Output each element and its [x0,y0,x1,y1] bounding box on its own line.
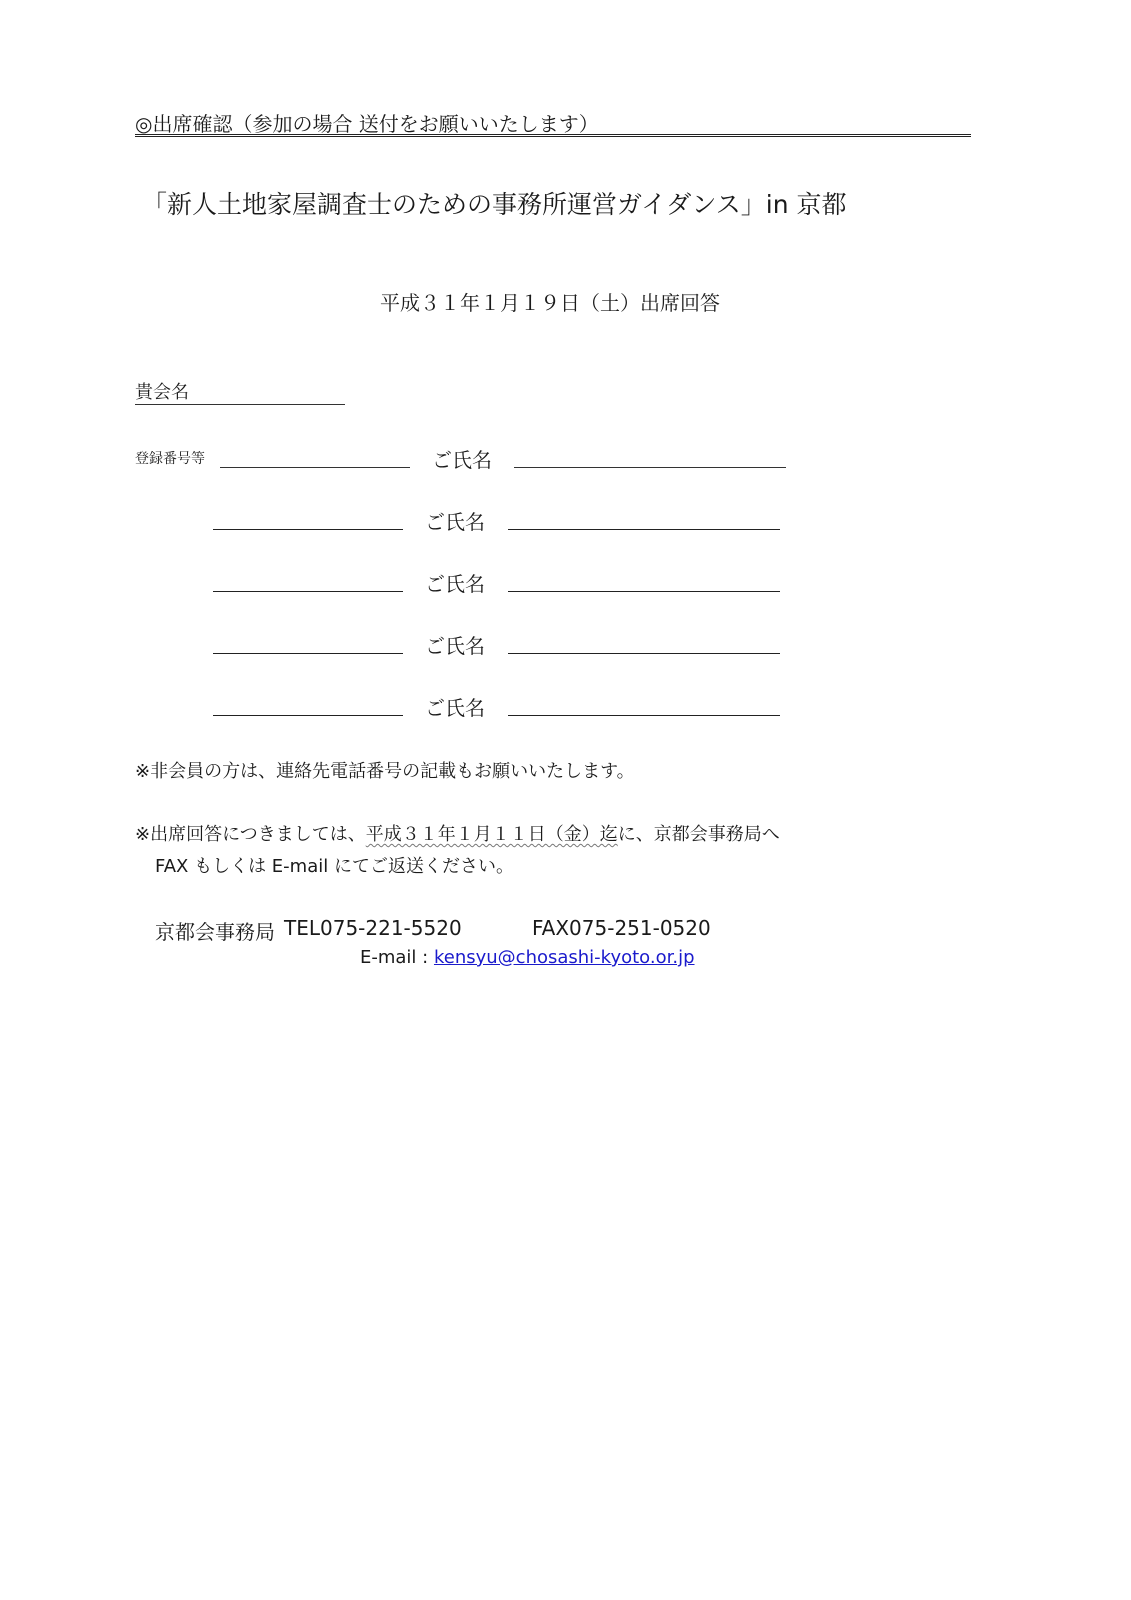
name-label: ご氏名 [425,634,485,658]
header-divider [135,134,971,137]
reply-note-line2: FAX もしくは E-mail にてご返送ください。 [155,856,514,877]
reply-note-suffix: に、京都会事務局へ [617,824,780,845]
registration-field[interactable] [213,591,403,592]
association-field[interactable] [135,404,345,405]
name-field[interactable] [508,529,780,530]
email-row [360,947,695,968]
registration-label: 登録番号等 [135,451,205,467]
non-member-note: ※非会員の方は、連絡先電話番号の記載もお願いいたします。 [135,761,635,782]
tel-number: TEL075-221-5520 [284,916,462,940]
registration-field[interactable] [220,467,410,468]
email-label: E-mail : [360,947,429,968]
event-title: 「新人土地家屋調査士のための事務所運営ガイダンス」in 京都 [142,190,847,219]
registration-field[interactable] [213,715,403,716]
reply-date-line: 平成３１年１月１９日（土）出席回答 [380,291,720,315]
name-field[interactable] [508,653,780,654]
name-field[interactable] [508,715,780,716]
name-label: ご氏名 [432,448,492,472]
registration-field[interactable] [213,529,403,530]
association-label: 貴会名 [135,382,189,403]
name-field[interactable] [514,467,786,468]
reply-deadline: 平成３１年１月１１日（金）迄 [365,824,618,845]
header-text: ◎出席確認（参加の場合 送付をお願いいたします） [135,112,599,136]
office-name: 京都会事務局 [155,920,275,944]
registration-field[interactable] [213,653,403,654]
reply-note [135,820,780,846]
email-link[interactable]: kensyu@chosashi-kyoto.or.jp [433,947,695,968]
name-label: ご氏名 [425,696,485,720]
fax-number: FAX075-251-0520 [532,916,711,940]
reply-note-prefix: ※出席回答につきましては、 [135,824,366,845]
name-label: ご氏名 [425,572,485,596]
name-field[interactable] [508,591,780,592]
name-label: ご氏名 [425,510,485,534]
